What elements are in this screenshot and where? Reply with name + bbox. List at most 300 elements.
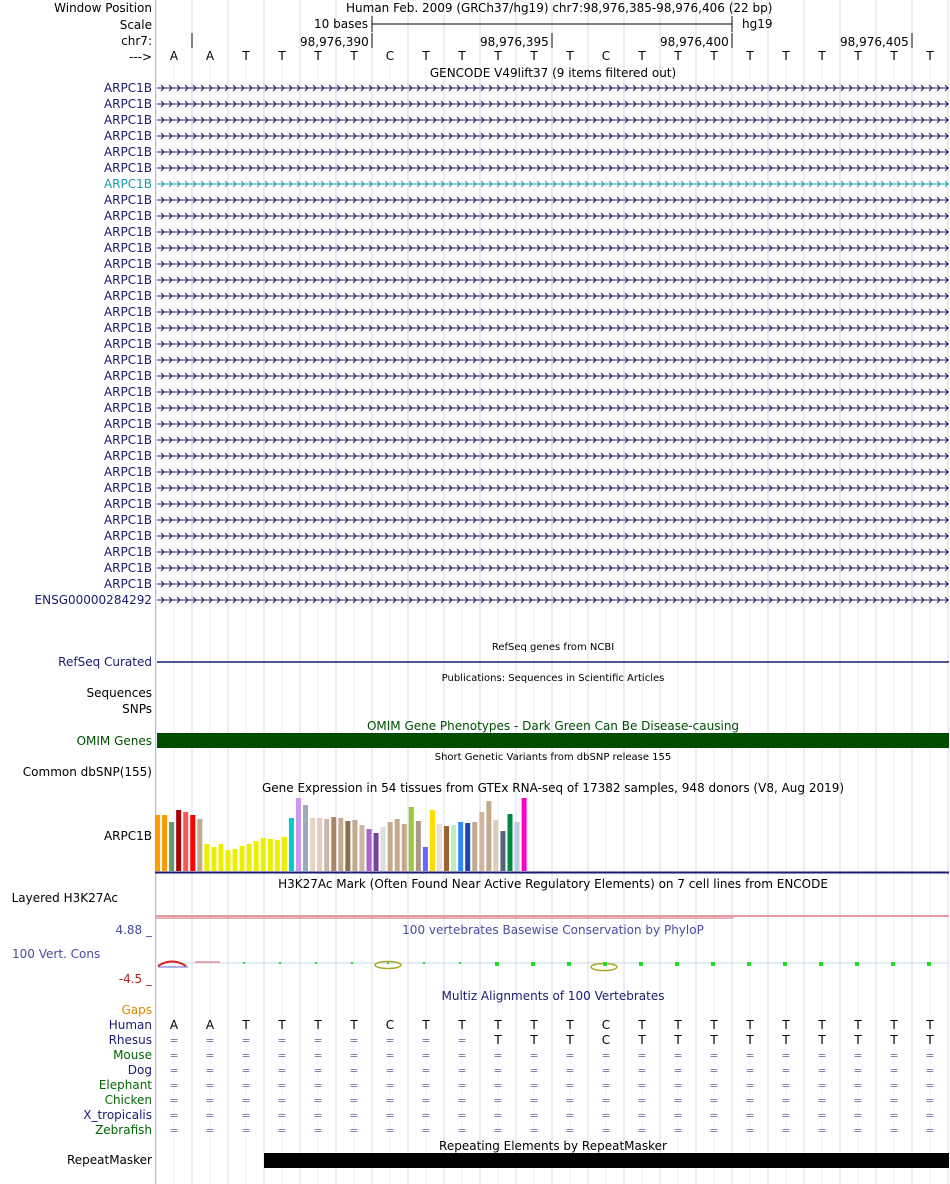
alignment-base: =	[565, 1094, 575, 1107]
alignment-base: =	[565, 1064, 575, 1077]
alignment-base: =	[925, 1079, 935, 1092]
alignment-base: =	[709, 1124, 719, 1137]
gtex-tissue-bar[interactable]	[275, 840, 280, 871]
gencode-transcript-label[interactable]: ARPC1B	[103, 81, 152, 95]
gtex-tissue-bar[interactable]	[338, 818, 343, 871]
alignment-base: =	[781, 1079, 791, 1092]
gencode-transcript-line[interactable]	[157, 101, 949, 107]
alignment-base: =	[853, 1109, 863, 1122]
alignment-base: =	[277, 1034, 287, 1047]
gtex-tissue-bar[interactable]	[317, 818, 322, 871]
gencode-transcript-line[interactable]	[157, 165, 949, 171]
gtex-tissue-bar[interactable]	[367, 829, 372, 871]
gencode-transcript-line[interactable]	[157, 213, 949, 219]
gtex-tissue-bar[interactable]	[444, 826, 449, 871]
alignment-base: T	[242, 1018, 250, 1032]
gtex-tissue-bar[interactable]	[310, 818, 315, 871]
alignment-base: =	[385, 1079, 395, 1092]
alignment-base: T	[494, 1033, 502, 1047]
gtex-tissue-bar[interactable]	[324, 819, 329, 871]
multiz-species-label[interactable]: Rhesus	[108, 1033, 152, 1047]
gencode-transcript-line[interactable]	[157, 581, 949, 587]
publications-track-title: Publications: Sequences in Scientific Articles	[441, 673, 665, 684]
assembly-position-text[interactable]: Human Feb. 2009 (GRCh37/hg19) chr7:98,976,385-98,976,406 (22 bp)	[346, 1, 773, 15]
alignment-base: =	[925, 1094, 935, 1107]
alignment-base: =	[745, 1049, 755, 1062]
alignment-base: =	[385, 1034, 395, 1047]
gtex-tissue-bar[interactable]	[155, 815, 160, 871]
sequence-base: T	[530, 49, 538, 63]
gtex-tissue-bar[interactable]	[479, 812, 484, 871]
vert-cons-label[interactable]: 100 Vert. Cons	[12, 947, 101, 961]
gencode-transcript-line[interactable]	[157, 149, 949, 155]
sequence-base: T	[926, 49, 934, 63]
gtex-tissue-bar[interactable]	[472, 822, 477, 871]
alignment-base: T	[530, 1018, 538, 1032]
gtex-tissue-bar[interactable]	[430, 810, 435, 871]
gtex-tissue-bar[interactable]	[218, 844, 223, 871]
window-position-label: Window Position	[54, 1, 152, 15]
alignment-base: =	[313, 1094, 323, 1107]
alignment-base: =	[565, 1049, 575, 1062]
gencode-transcript-label[interactable]: ARPC1B	[103, 321, 152, 335]
sequence-base: A	[205, 49, 215, 63]
gencode-transcript-label[interactable]: ARPC1B	[103, 513, 152, 527]
gencode-transcript-line[interactable]	[157, 261, 949, 267]
omim-gene-bar[interactable]	[157, 733, 949, 748]
gtex-tissue-bar[interactable]	[331, 817, 336, 871]
h3k27ac-track-title: H3K27Ac Mark (Often Found Near Active Regulatory Elements) on 7 cell lines from ENCODE	[278, 877, 828, 891]
gencode-transcript-line[interactable]	[157, 389, 949, 395]
gtex-tissue-bar[interactable]	[352, 820, 357, 871]
alignment-base: =	[853, 1049, 863, 1062]
alignment-base: =	[529, 1079, 539, 1092]
gtex-track-title: Gene Expression in 54 tissues from GTEx RNA-seq of 17382 samples, 948 donors (V8, Aug 2019)	[261, 781, 845, 795]
sequence-base: T	[638, 49, 646, 63]
alignment-base: =	[889, 1064, 899, 1077]
gencode-transcript-line[interactable]	[157, 245, 949, 251]
alignment-base: =	[493, 1049, 503, 1062]
gencode-transcript-line[interactable]	[157, 469, 949, 475]
sequence-base: T	[242, 49, 250, 63]
alignment-base: T	[638, 1018, 646, 1032]
gencode-transcript-line[interactable]	[157, 325, 949, 331]
gencode-transcript-label[interactable]: ARPC1B	[103, 545, 152, 559]
repeatmasker-track-title: Repeating Elements by RepeatMasker	[439, 1139, 667, 1153]
gtex-tissue-bar[interactable]	[176, 810, 181, 871]
sequence-base: T	[458, 49, 466, 63]
gencode-transcript-label[interactable]: ARPC1B	[103, 193, 152, 207]
repeatmasker-label[interactable]: RepeatMasker	[66, 1153, 152, 1167]
alignment-base: A	[205, 1018, 215, 1032]
alignment-base: T	[710, 1018, 718, 1032]
scale-label: Scale	[119, 18, 152, 32]
gencode-transcript-label[interactable]: ARPC1B	[103, 417, 152, 431]
multiz-species-label[interactable]: Mouse	[113, 1048, 152, 1062]
gencode-transcript-line[interactable]	[157, 405, 949, 411]
alignment-base: T	[638, 1033, 646, 1047]
gtex-tissue-bar[interactable]	[282, 837, 287, 871]
gtex-tissue-bar[interactable]	[289, 818, 294, 871]
alignment-base: T	[890, 1018, 898, 1032]
alignment-base: =	[169, 1034, 179, 1047]
gencode-transcript-line[interactable]	[157, 565, 949, 571]
alignment-base: T	[422, 1018, 430, 1032]
alignment-base: =	[205, 1079, 215, 1092]
gencode-transcript-label[interactable]: ARPC1B	[103, 161, 152, 175]
sequence-base: T	[350, 49, 358, 63]
alignment-base: =	[781, 1109, 791, 1122]
alignment-base: =	[745, 1079, 755, 1092]
gtex-tissue-bar[interactable]	[240, 846, 245, 871]
gencode-transcript-label[interactable]: ARPC1B	[103, 497, 152, 511]
alignment-base: =	[745, 1124, 755, 1137]
alignment-base: =	[385, 1094, 395, 1107]
gencode-transcript-label[interactable]: ARPC1B	[103, 337, 152, 351]
gencode-transcript-label[interactable]: ARPC1B	[103, 241, 152, 255]
gtex-tissue-bar[interactable]	[381, 827, 386, 871]
alignment-base: =	[169, 1064, 179, 1077]
alignment-base: =	[493, 1064, 503, 1077]
alignment-base: =	[313, 1124, 323, 1137]
gtex-tissue-bar[interactable]	[515, 822, 520, 871]
gtex-tissue-bar[interactable]	[437, 824, 442, 871]
alignment-base: =	[169, 1094, 179, 1107]
alignment-base: T	[710, 1033, 718, 1047]
gtex-tissue-bar[interactable]	[465, 823, 470, 871]
repeatmasker-element-bar[interactable]	[264, 1153, 949, 1168]
alignment-base: T	[890, 1033, 898, 1047]
gencode-transcript-label[interactable]: ARPC1B	[103, 97, 152, 111]
gencode-transcript-label[interactable]: ARPC1B	[103, 385, 152, 399]
alignment-base: =	[565, 1109, 575, 1122]
sequence-base: T	[494, 49, 502, 63]
alignment-base: =	[637, 1124, 647, 1137]
alignment-base: =	[457, 1034, 467, 1047]
gencode-transcript-label[interactable]: ARPC1B	[103, 273, 152, 287]
gencode-transcript-line[interactable]	[157, 181, 949, 187]
alignment-base: T	[278, 1018, 286, 1032]
alignment-base: =	[565, 1124, 575, 1137]
ruler-ticks	[0, 0, 950, 60]
gencode-transcript-line[interactable]	[157, 197, 949, 203]
alignment-base: =	[637, 1094, 647, 1107]
gtex-tissue-bar[interactable]	[486, 801, 491, 871]
alignment-base: T	[314, 1018, 322, 1032]
alignment-base: =	[673, 1064, 683, 1077]
gtex-tissue-bar[interactable]	[296, 798, 301, 871]
alignment-base: =	[493, 1079, 503, 1092]
gencode-transcript-label[interactable]: ENSG00000284292	[34, 593, 152, 607]
alignment-base: =	[601, 1124, 611, 1137]
gencode-transcript-label[interactable]: ARPC1B	[103, 481, 152, 495]
gtex-tissue-bar[interactable]	[204, 844, 209, 871]
gtex-tissue-bar[interactable]	[162, 815, 167, 871]
alignment-base: =	[205, 1109, 215, 1122]
pubs-sequences-label[interactable]: Sequences	[86, 686, 152, 700]
gtex-tissue-bar[interactable]	[261, 838, 266, 871]
sequence-base: T	[710, 49, 718, 63]
gencode-transcript-line[interactable]	[157, 437, 949, 443]
alignment-base: =	[745, 1109, 755, 1122]
alignment-base: =	[421, 1064, 431, 1077]
alignment-base: =	[673, 1049, 683, 1062]
gencode-transcript-line[interactable]	[157, 85, 949, 91]
omim-track-title: OMIM Gene Phenotypes - Dark Green Can Be Disease-causing	[366, 719, 740, 733]
alignment-base: =	[889, 1079, 899, 1092]
alignment-base: =	[457, 1124, 467, 1137]
dbsnp-track-title: Short Genetic Variants from dbSNP release 155	[434, 752, 672, 763]
gencode-transcript-line[interactable]	[157, 517, 949, 523]
alignment-base: =	[277, 1079, 287, 1092]
gencode-transcript-label[interactable]: ARPC1B	[103, 129, 152, 143]
alignment-base: =	[565, 1079, 575, 1092]
alignment-base: T	[674, 1018, 682, 1032]
gencode-transcript-label[interactable]: ARPC1B	[103, 257, 152, 271]
alignment-base: T	[458, 1018, 466, 1032]
gtex-tissue-bar[interactable]	[190, 815, 195, 871]
alignment-base: =	[817, 1064, 827, 1077]
alignment-base: =	[313, 1049, 323, 1062]
alignment-base: A	[169, 1018, 179, 1032]
gtex-tissue-bar[interactable]	[211, 847, 216, 871]
gtex-tissue-bar[interactable]	[423, 847, 428, 871]
layered-h3k27ac-label[interactable]: Layered H3K27Ac	[11, 891, 118, 905]
gtex-tissue-bar[interactable]	[254, 841, 259, 871]
pubs-snps-label[interactable]: SNPs	[122, 702, 152, 716]
gtex-tissue-bar[interactable]	[493, 820, 498, 871]
gtex-tissue-bar[interactable]	[359, 825, 364, 871]
alignment-base: =	[349, 1034, 359, 1047]
gtex-tissue-bar[interactable]	[226, 850, 231, 871]
ruler-position-1: 98,976,390	[300, 35, 369, 49]
alignment-base: =	[709, 1049, 719, 1062]
gtex-tissue-bar[interactable]	[268, 839, 273, 871]
refseq-curated-label[interactable]: RefSeq Curated	[58, 655, 152, 669]
gencode-transcript-label[interactable]: ARPC1B	[103, 465, 152, 479]
alignment-base: =	[169, 1049, 179, 1062]
gtex-tissue-bar[interactable]	[303, 805, 308, 871]
chrom-label: chr7:	[121, 34, 152, 48]
gencode-transcript-label[interactable]: ARPC1B	[103, 113, 152, 127]
gtex-tissue-bar[interactable]	[374, 833, 379, 871]
gencode-transcript-label[interactable]: ARPC1B	[103, 369, 152, 383]
multiz-species-label[interactable]: X_tropicalis	[83, 1108, 152, 1122]
gtex-tissue-bar[interactable]	[416, 821, 421, 871]
alignment-base: =	[277, 1049, 287, 1062]
strand-arrow-label[interactable]: --->	[128, 50, 152, 64]
alignment-base: =	[385, 1109, 395, 1122]
sequence-base: T	[746, 49, 754, 63]
sequence-base: T	[314, 49, 322, 63]
gencode-transcript-label[interactable]: ARPC1B	[103, 577, 152, 591]
gencode-transcript-line[interactable]	[157, 229, 949, 235]
alignment-base: =	[637, 1109, 647, 1122]
multiz-species-label[interactable]: Chicken	[104, 1093, 152, 1107]
alignment-base: =	[205, 1049, 215, 1062]
sequence-base: T	[818, 49, 826, 63]
gencode-transcript-line[interactable]	[157, 501, 949, 507]
gencode-transcript-line[interactable]	[157, 357, 949, 363]
gtex-tissue-bar[interactable]	[169, 822, 174, 871]
multiz-species-label[interactable]: Dog	[127, 1063, 152, 1077]
multiz-species-label[interactable]: Human	[108, 1018, 152, 1032]
gencode-transcript-label[interactable]: ARPC1B	[103, 225, 152, 239]
gencode-transcript-line[interactable]	[157, 485, 949, 491]
gencode-transcript-label[interactable]: ARPC1B	[103, 177, 152, 191]
alignment-base: T	[818, 1018, 826, 1032]
alignment-base: =	[349, 1079, 359, 1092]
alignment-base: =	[709, 1079, 719, 1092]
gencode-transcript-line[interactable]	[157, 277, 949, 283]
alignment-base: =	[817, 1079, 827, 1092]
alignment-base: =	[745, 1064, 755, 1077]
alignment-base: T	[818, 1033, 826, 1047]
sequence-base: T	[422, 49, 430, 63]
alignment-base: =	[349, 1109, 359, 1122]
alignment-base: =	[241, 1094, 251, 1107]
gencode-transcript-line[interactable]	[157, 453, 949, 459]
gtex-tissue-bar[interactable]	[451, 825, 456, 871]
alignment-base: =	[385, 1064, 395, 1077]
alignment-base: =	[853, 1094, 863, 1107]
alignment-base: =	[529, 1109, 539, 1122]
gencode-transcript-line[interactable]	[157, 373, 949, 379]
alignment-base: =	[925, 1124, 935, 1137]
alignment-base: T	[926, 1033, 934, 1047]
gtex-tissue-bar[interactable]	[458, 822, 463, 871]
alignment-base: =	[349, 1094, 359, 1107]
alignment-base: =	[385, 1049, 395, 1062]
gencode-transcript-label[interactable]: ARPC1B	[103, 401, 152, 415]
gencode-transcript-label[interactable]: ARPC1B	[103, 449, 152, 463]
gencode-transcript-line[interactable]	[157, 549, 949, 555]
alignment-base: =	[349, 1049, 359, 1062]
alignment-base: =	[277, 1064, 287, 1077]
gencode-transcript-line[interactable]	[157, 533, 949, 539]
alignment-base: =	[493, 1109, 503, 1122]
scale-db-text: hg19	[742, 17, 773, 31]
gencode-transcript-line[interactable]	[157, 341, 949, 347]
sequence-base: T	[854, 49, 862, 63]
gencode-transcript-line[interactable]	[157, 421, 949, 427]
alignment-base: =	[277, 1094, 287, 1107]
alignment-base: =	[241, 1049, 251, 1062]
gencode-transcript-line[interactable]	[157, 597, 949, 603]
alignment-base: =	[529, 1124, 539, 1137]
alignment-base: =	[925, 1064, 935, 1077]
gtex-tissue-bar[interactable]	[233, 849, 238, 871]
gtex-tissue-bar[interactable]	[183, 812, 188, 871]
gtex-tissue-bar[interactable]	[197, 819, 202, 871]
alignment-base: =	[313, 1064, 323, 1077]
alignment-base: T	[566, 1033, 574, 1047]
alignment-base: =	[457, 1094, 467, 1107]
alignment-base: T	[494, 1018, 502, 1032]
ruler-position-4: 98,976,405	[840, 35, 909, 49]
alignment-base: =	[493, 1094, 503, 1107]
common-dbsnp-label[interactable]: Common dbSNP(155)	[22, 765, 152, 779]
alignment-base: =	[637, 1079, 647, 1092]
gencode-transcript-label[interactable]: ARPC1B	[103, 561, 152, 575]
alignment-base: =	[601, 1094, 611, 1107]
gencode-transcript-label[interactable]: ARPC1B	[103, 353, 152, 367]
gencode-transcript-label[interactable]: ARPC1B	[103, 433, 152, 447]
alignment-base: =	[817, 1049, 827, 1062]
alignment-base: =	[313, 1079, 323, 1092]
gencode-transcript-label[interactable]: ARPC1B	[103, 529, 152, 543]
multiz-species-label[interactable]: Zebrafish	[95, 1123, 152, 1137]
gtex-tissue-bar[interactable]	[402, 824, 407, 871]
gencode-transcript-label[interactable]: ARPC1B	[103, 209, 152, 223]
gtex-tissue-bar[interactable]	[522, 798, 527, 871]
gencode-transcript-label[interactable]: ARPC1B	[103, 289, 152, 303]
alignment-base: =	[637, 1064, 647, 1077]
gencode-transcript-line[interactable]	[157, 293, 949, 299]
alignment-base: =	[421, 1124, 431, 1137]
alignment-base: =	[169, 1109, 179, 1122]
alignment-base: =	[889, 1094, 899, 1107]
alignment-base: =	[601, 1079, 611, 1092]
gtex-tissue-bar[interactable]	[500, 831, 505, 871]
ruler-position-3: 98,976,400	[660, 35, 729, 49]
alignment-base: =	[817, 1094, 827, 1107]
alignment-base: =	[601, 1109, 611, 1122]
gtex-tissue-bar[interactable]	[247, 844, 252, 871]
gaps-label[interactable]: Gaps	[121, 1003, 152, 1017]
gtex-tissue-bar[interactable]	[395, 819, 400, 871]
alignment-base: =	[853, 1124, 863, 1137]
alignment-base: =	[241, 1034, 251, 1047]
alignment-base: =	[889, 1049, 899, 1062]
gtex-tissue-bar[interactable]	[508, 814, 513, 871]
gtex-tissue-bar[interactable]	[388, 822, 393, 871]
alignment-base: =	[457, 1064, 467, 1077]
alignment-base: =	[421, 1034, 431, 1047]
gencode-transcript-label[interactable]: ARPC1B	[103, 305, 152, 319]
gencode-transcript-label[interactable]: ARPC1B	[103, 145, 152, 159]
alignment-base: =	[385, 1124, 395, 1137]
alignment-base: =	[637, 1049, 647, 1062]
gtex-gene-label[interactable]: ARPC1B	[103, 829, 152, 843]
alignment-base: =	[277, 1124, 287, 1137]
alignment-base: =	[313, 1109, 323, 1122]
alignment-base: =	[889, 1109, 899, 1122]
alignment-base: =	[709, 1109, 719, 1122]
alignment-base: =	[817, 1124, 827, 1137]
sequence-base: C	[601, 49, 611, 63]
alignment-base: T	[746, 1018, 754, 1032]
alignment-base: C	[601, 1033, 611, 1047]
gtex-tissue-bar[interactable]	[409, 807, 414, 871]
alignment-base: =	[673, 1109, 683, 1122]
alignment-base: =	[241, 1064, 251, 1077]
gencode-transcript-line[interactable]	[157, 133, 949, 139]
alignment-base: =	[529, 1064, 539, 1077]
gtex-tissue-bar[interactable]	[345, 821, 350, 871]
alignment-base: =	[925, 1109, 935, 1122]
phylop-max-value: 4.88 _	[115, 923, 152, 937]
alignment-base: =	[673, 1124, 683, 1137]
alignment-base: =	[205, 1124, 215, 1137]
alignment-base: =	[421, 1079, 431, 1092]
gencode-transcript-line[interactable]	[157, 309, 949, 315]
gencode-transcript-line[interactable]	[157, 117, 949, 123]
alignment-base: =	[601, 1049, 611, 1062]
alignment-base: =	[349, 1124, 359, 1137]
omim-genes-label[interactable]: OMIM Genes	[76, 734, 152, 748]
multiz-species-label[interactable]: Elephant	[98, 1078, 152, 1092]
